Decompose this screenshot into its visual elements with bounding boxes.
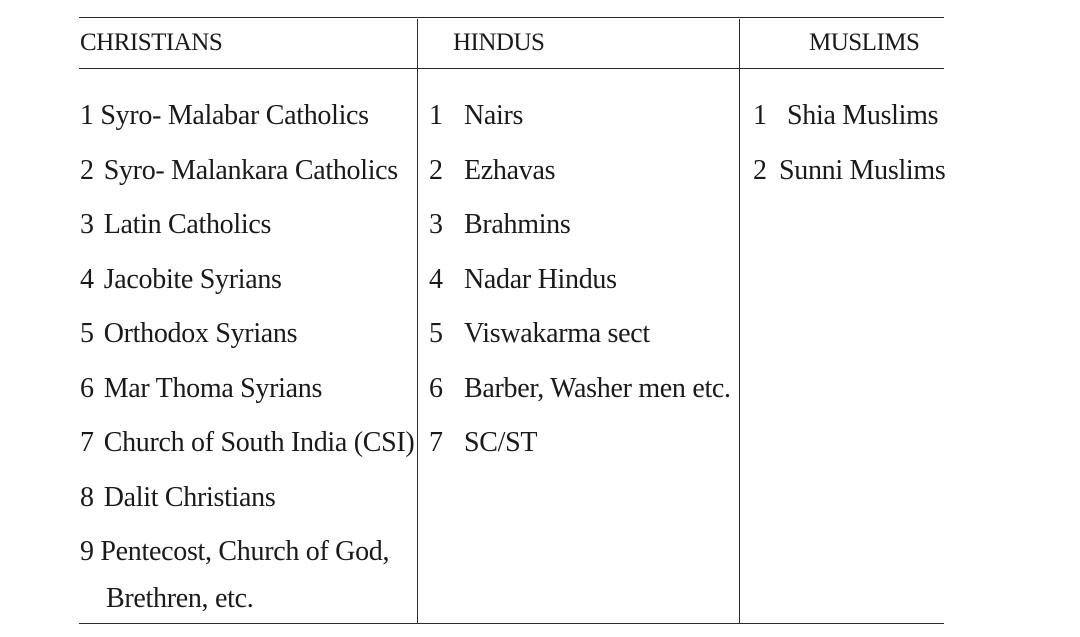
- item-number: 5: [80, 318, 94, 349]
- muslims-item: [753, 154, 945, 188]
- item-number: 1: [429, 100, 443, 131]
- item-label: Mar Thoma Syrians: [103, 373, 323, 404]
- christians-item: [80, 481, 275, 515]
- item-label: Nairs: [464, 100, 524, 131]
- column-divider-2: [739, 19, 740, 623]
- item-number: 1: [80, 100, 94, 131]
- item-number: 1: [753, 100, 767, 131]
- christians-item: [80, 372, 322, 406]
- item-label: Orthodox Syrians: [103, 318, 298, 349]
- header-rule: [79, 68, 944, 69]
- item-number: 2: [429, 155, 443, 186]
- item-number: 3: [80, 209, 94, 240]
- item-label: Latin Catholics: [103, 209, 272, 240]
- header-muslims: MUSLIMS: [809, 29, 920, 56]
- header-christians: CHRISTIANS: [80, 29, 223, 56]
- item-number: 5: [429, 318, 443, 349]
- item-label: Barber, Washer men etc.: [464, 373, 731, 404]
- christians-item-continuation: Brethren, etc.: [106, 583, 254, 614]
- column-divider-1: [417, 19, 418, 623]
- item-label: Nadar Hindus: [464, 264, 617, 295]
- hindus-item: [429, 208, 570, 242]
- hindus-item: [429, 263, 617, 297]
- item-number: 3: [429, 209, 443, 240]
- muslims-item: [753, 99, 938, 133]
- item-number: 2: [753, 155, 767, 186]
- item-label: Syro- Malabar Catholics: [100, 100, 369, 131]
- item-label: Jacobite Syrians: [103, 264, 282, 295]
- item-number: 7: [80, 427, 94, 458]
- item-number: 6: [80, 373, 94, 404]
- item-label: Brahmins: [464, 209, 571, 240]
- item-label: Shia Muslims: [787, 100, 939, 131]
- item-label: SC/ST: [464, 427, 538, 458]
- table-top-rule: [79, 17, 944, 18]
- christians-item: [80, 317, 297, 351]
- item-label: Pentecost, Church of God,: [100, 536, 390, 567]
- hindus-item: [429, 372, 731, 406]
- christians-item: [80, 208, 271, 242]
- item-number: 4: [80, 264, 94, 295]
- hindus-item: [429, 154, 555, 188]
- item-label: Viswakarma sect: [464, 318, 650, 349]
- item-label: Ezhavas: [464, 155, 556, 186]
- hindus-item: [429, 426, 537, 460]
- item-label: Syro- Malankara Catholics: [103, 155, 398, 186]
- item-label: Church of South India (CSI): [103, 427, 415, 458]
- item-number: 9: [80, 536, 94, 567]
- christians-item: [80, 426, 414, 460]
- christians-item: [80, 263, 282, 297]
- christians-item: [80, 154, 398, 188]
- christians-item: [80, 99, 369, 133]
- christians-item: [80, 535, 389, 569]
- hindus-item: [429, 99, 523, 133]
- table-bottom-rule: [79, 623, 944, 624]
- hindus-item: [429, 317, 650, 351]
- item-label: Sunni Muslims: [779, 155, 946, 186]
- item-number: 7: [429, 427, 443, 458]
- item-number: 4: [429, 264, 443, 295]
- item-number: 8: [80, 482, 94, 513]
- item-number: 6: [429, 373, 443, 404]
- item-number: 2: [80, 155, 94, 186]
- header-hindus: HINDUS: [453, 29, 545, 56]
- item-label: Dalit Christians: [103, 482, 276, 513]
